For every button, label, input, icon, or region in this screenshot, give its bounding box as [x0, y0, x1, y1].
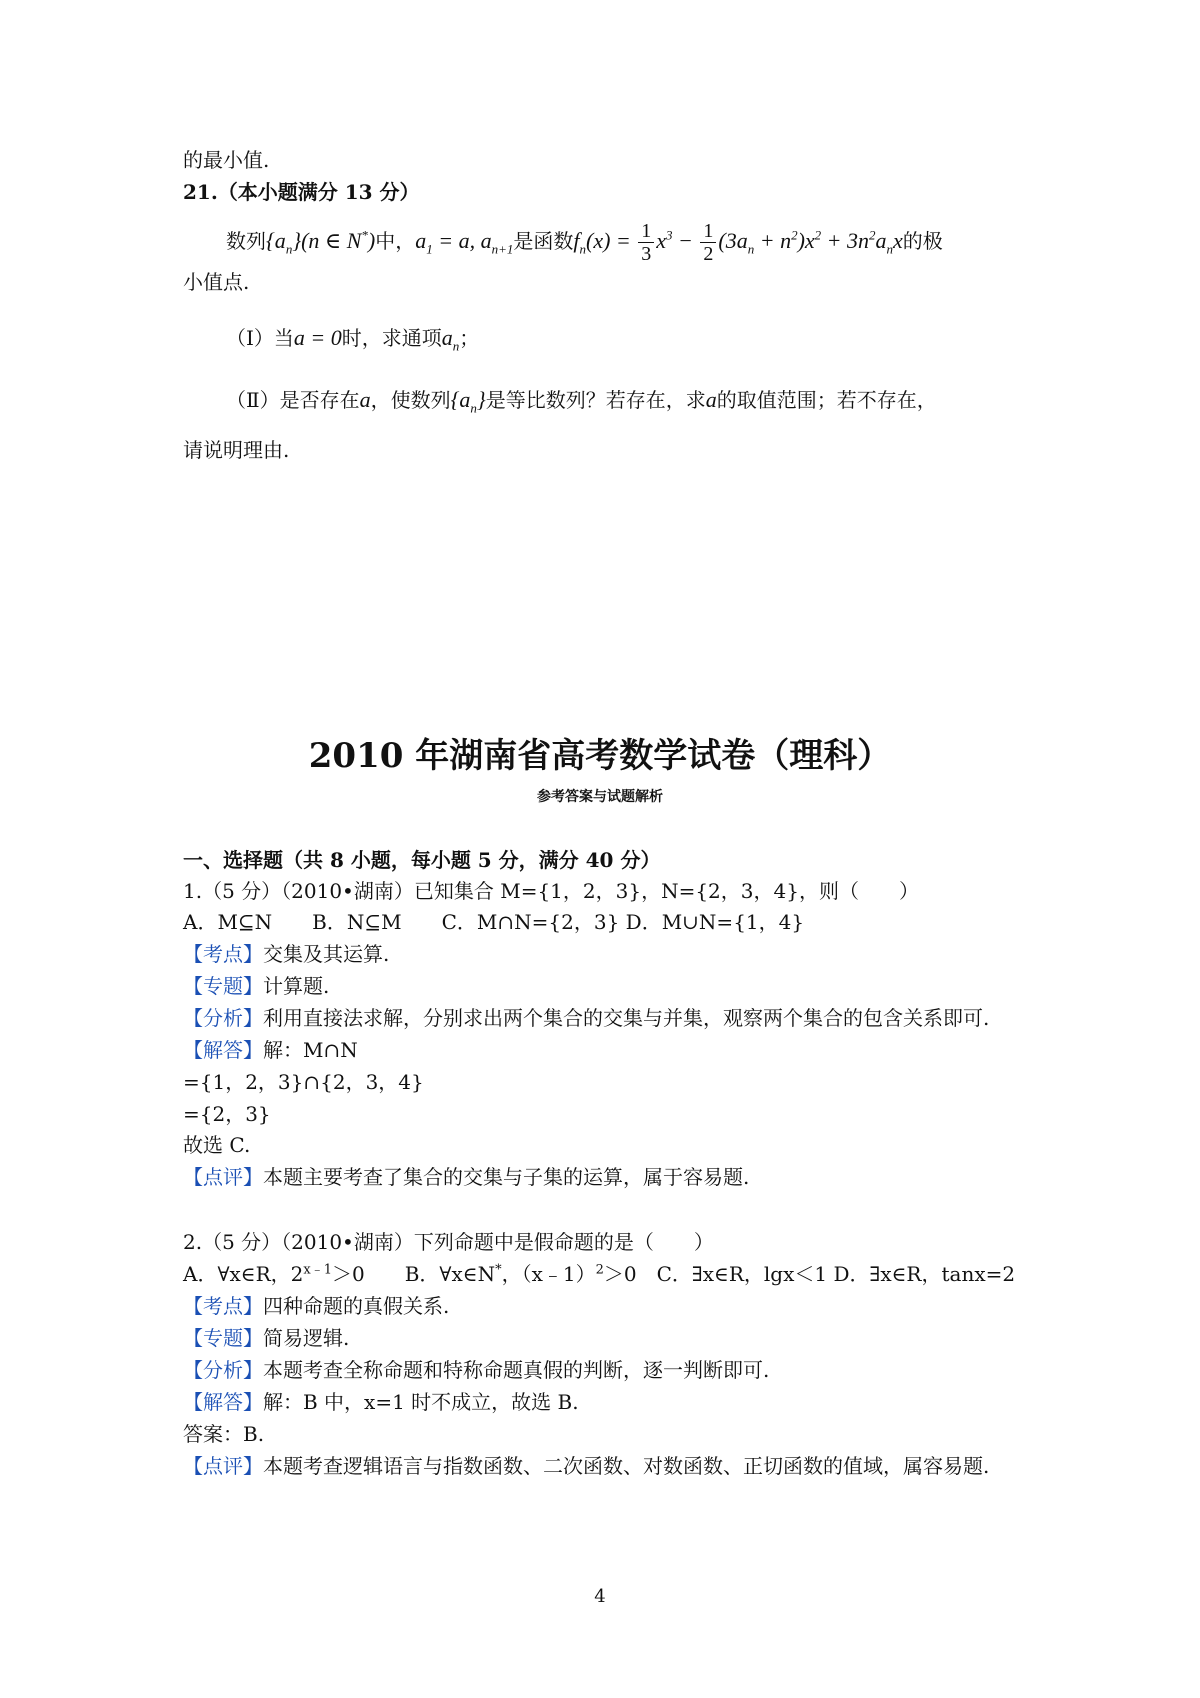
q21-statement: 数列$\{a_n\}(n$ ∈ N*)中，$a_1 = a$, $a_{n+1}$是函数$f_n(x)$ = $\frac{1}{3}$ $x^3$ − $\frac{1}{2}$ $(3a_n + n^2)x^2 + 3n^2a_nx$的极: [226, 220, 943, 266]
math-a-2: a: [705, 387, 717, 412]
sequence-an-2: $\{a_n\}$: [450, 387, 486, 416]
q2-zhuanti: 【专题】简易逻辑.: [183, 1326, 350, 1350]
q1-step-3: 故选 C.: [183, 1133, 251, 1157]
page-subtitle: 参考答案与试题解析: [537, 789, 663, 805]
q1-step-2: ={2，3}: [183, 1102, 271, 1126]
function-fn: $f_n(x)$ = $\frac{1}{3}$ $x^3$ − $\frac{1}{2}$ $(3a_n + n^2)x^2 + 3n^2a_nx$: [573, 220, 903, 266]
q21-part-2: （Ⅱ）是否存在a，使数列$\{a_n\}$是等比数列？若存在，求a的取值范围；若不存在，: [226, 387, 937, 416]
q1-kaodian: 【考点】交集及其运算.: [183, 942, 390, 966]
math-a-eq-0: a = 0: [293, 325, 342, 350]
math-a: a: [359, 387, 371, 412]
q2-answer: 答案：B.: [183, 1422, 265, 1446]
q2-fenxi: 【分析】本题考查全称命题和特称命题真假的判断，逐一判断即可.: [183, 1358, 770, 1382]
page-number: 4: [594, 1586, 606, 1607]
q2-stem: 2.（5 分）（2010•湖南）下列命题中是假命题的是（ ）: [183, 1230, 714, 1254]
q21-part-1: （Ⅰ）当a = 0时，求通项$a_n$；: [226, 325, 480, 354]
q21-heading: 21.（本小题满分 13 分）: [183, 180, 420, 204]
section-heading: 一、选择题（共 8 小题，每小题 5 分，满分 40 分）: [183, 848, 661, 872]
sequence-an: $\{a_n\}(n$ ∈ N*): [266, 227, 376, 257]
q21-part-2-cont: 请说明理由.: [183, 438, 290, 462]
q1-zhuanti: 【专题】计算题.: [183, 974, 330, 998]
prev-question-tail: 的最小值.: [183, 148, 270, 172]
q2-dianping: 【点评】本题考查逻辑语言与指数函数、二次函数、对数函数、正切函数的值域，属容易题.: [183, 1454, 990, 1478]
math-an: $a_n$: [441, 325, 460, 354]
page-title: 2010 年湖南省高考数学试卷（理科）: [308, 736, 892, 776]
q1-dianping: 【点评】本题主要考查了集合的交集与子集的运算，属于容易题.: [183, 1165, 750, 1189]
q1-stem: 1.（5 分）（2010•湖南）已知集合 M={1，2，3}，N={2，3，4}，则（ ）: [183, 879, 919, 903]
q21-statement-cont: 小值点.: [183, 270, 250, 294]
q2-jieda: 【解答】解：B 中，x=1 时不成立，故选 B.: [183, 1390, 579, 1414]
q1-jieda: 【解答】解：M∩N: [183, 1038, 358, 1062]
q1-fenxi: 【分析】利用直接法求解，分别求出两个集合的交集与并集，观察两个集合的包含关系即可.: [183, 1006, 990, 1030]
q1-options: A．M⊆N B．N⊆M C．M∩N={2，3} D．M∪N={1，4}: [183, 910, 805, 934]
q1-step-1: ={1，2，3}∩{2，3，4}: [183, 1070, 424, 1094]
q2-kaodian: 【考点】四种命题的真假关系.: [183, 1294, 450, 1318]
recurrence-def: $a_1 = a$, $a_{n+1}$: [415, 228, 514, 257]
q2-options: A．∀x∈R，$2^{x﹣1}>0$ B．∀x∈N*，（x﹣1）$^2$＞0 C．∃x∈R，lgx＜1 D．∃x∈R，tanx=2: [183, 1262, 1016, 1286]
